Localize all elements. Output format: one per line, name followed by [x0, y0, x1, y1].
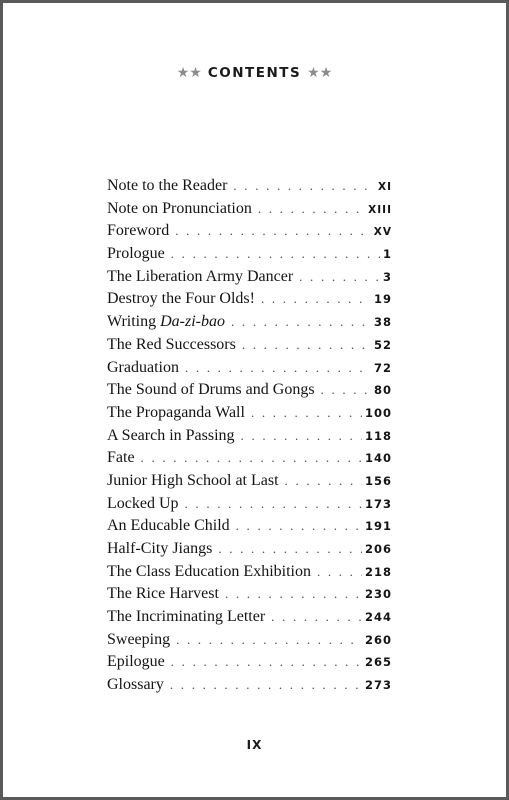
dot-leader: [141, 450, 362, 466]
toc-entry: [107, 608, 392, 631]
table-of-contents: [107, 177, 392, 699]
toc-entry-page: 260: [364, 632, 392, 647]
toc-entry-title: The Rice Harvest: [107, 585, 219, 603]
dot-leader: [175, 223, 371, 239]
dot-leader: [317, 564, 362, 580]
star-ornament-left-icon: ★★: [176, 65, 202, 81]
dot-leader: [218, 541, 362, 557]
toc-entry-title: The Class Education Exhibition: [107, 562, 311, 580]
toc-entry-title: [107, 313, 225, 331]
toc-entry-page: 244: [364, 610, 392, 625]
toc-entry-page: XV: [373, 226, 392, 239]
toc-entry-title: Half-City Jiangs: [107, 540, 213, 557]
dot-leader: [321, 382, 371, 398]
dot-leader: [171, 654, 362, 670]
toc-entry-title: The Propaganda Wall: [107, 403, 245, 421]
toc-entry: [107, 268, 392, 291]
toc-entry-title: The Liberation Army Dancer: [107, 267, 294, 285]
contents-heading: [3, 65, 506, 81]
toc-entry: [107, 336, 392, 359]
toc-entry-title: Note on Pronunciation: [107, 199, 252, 217]
toc-entry-title: Sweeping: [107, 630, 171, 648]
toc-entry-title: Note to the Reader: [107, 177, 228, 194]
star-ornament-right-icon: ★★: [307, 65, 333, 81]
toc-entry-page: XIII: [368, 203, 392, 216]
toc-entry: [107, 563, 392, 586]
dot-leader: [171, 246, 380, 262]
toc-entry: [107, 676, 392, 699]
dot-leader: [236, 518, 362, 534]
toc-entry: [107, 222, 392, 245]
toc-entry-title: Prologue: [107, 245, 165, 263]
toc-entry-title: Destroy the Four Olds!: [107, 290, 255, 308]
toc-entry-title: Junior High School at Last: [107, 471, 279, 489]
toc-entry: [107, 359, 392, 382]
toc-entry-page: 206: [364, 542, 392, 556]
toc-entry-title: Glossary: [107, 676, 164, 694]
contents-title: CONTENTS: [207, 65, 302, 81]
toc-entry-page: 19: [373, 292, 392, 307]
toc-entry: [107, 653, 392, 676]
toc-entry-page: 273: [364, 678, 392, 693]
toc-entry: [107, 517, 392, 540]
toc-entry: [107, 313, 392, 336]
dot-leader: [225, 586, 362, 602]
toc-entry-page: 72: [373, 360, 392, 375]
toc-entry-page: 80: [373, 383, 392, 398]
dot-leader: [299, 269, 380, 285]
toc-entry-title: Foreword: [107, 222, 170, 240]
toc-entry-page: 173: [364, 496, 392, 511]
toc-entry-title: The Sound of Drums and Gongs: [107, 381, 315, 399]
toc-entry-page: 191: [364, 519, 392, 534]
toc-entry-title: Fate: [107, 449, 135, 467]
toc-entry: [107, 631, 392, 654]
toc-entry: [107, 540, 392, 563]
toc-entry: [107, 177, 392, 200]
dot-leader: [251, 405, 362, 421]
dot-leader: [261, 291, 371, 307]
toc-entry: [107, 495, 392, 518]
toc-entry-page: 265: [364, 655, 392, 670]
dot-leader: [242, 337, 371, 353]
dot-leader: [185, 360, 371, 376]
toc-entry-title: Locked Up: [107, 494, 179, 512]
toc-entry-page: 118: [364, 428, 392, 443]
toc-entry: [107, 200, 392, 223]
toc-entry-page: 38: [373, 315, 392, 330]
toc-entry-page: 100: [364, 405, 392, 420]
toc-entry-page: 52: [373, 337, 392, 352]
toc-entry-title: Graduation: [107, 358, 179, 376]
toc-entry-page: 3: [382, 269, 392, 284]
dot-leader: [271, 609, 362, 625]
dot-leader: [285, 473, 362, 489]
toc-entry-title-italic: Da-zi-bao: [160, 313, 226, 331]
toc-entry-page: 1: [382, 247, 392, 262]
toc-entry-page: 140: [364, 451, 392, 466]
toc-entry-page: 156: [364, 473, 392, 488]
page-number: IX: [246, 738, 263, 752]
toc-entry: [107, 381, 392, 404]
toc-entry: [107, 472, 392, 495]
toc-entry-title: An Educable Child: [107, 517, 230, 535]
toc-entry: [107, 404, 392, 427]
toc-entry: [107, 585, 392, 608]
toc-entry-page: 218: [364, 564, 392, 579]
toc-entry-page: 230: [364, 587, 392, 602]
toc-entry: [107, 290, 392, 313]
toc-entry-page: XI: [377, 181, 392, 193]
dot-leader: [176, 632, 362, 648]
toc-entry-title: Epilogue: [107, 653, 165, 671]
toc-entry-title: The Red Successors: [107, 335, 236, 353]
toc-entry-title-prefix: Writing: [107, 313, 161, 331]
toc-entry: [107, 449, 392, 472]
dot-leader: [231, 314, 371, 330]
dot-leader: [170, 677, 362, 693]
toc-entry-title: A Search in Passing: [107, 426, 235, 444]
dot-leader: [258, 201, 365, 217]
toc-entry: [107, 245, 392, 268]
dot-leader: [185, 496, 362, 512]
dot-leader: [241, 428, 362, 444]
toc-entry: [107, 427, 392, 450]
book-page: [3, 3, 506, 797]
dot-leader: [233, 178, 375, 194]
toc-entry-title: The Incriminating Letter: [107, 608, 266, 626]
